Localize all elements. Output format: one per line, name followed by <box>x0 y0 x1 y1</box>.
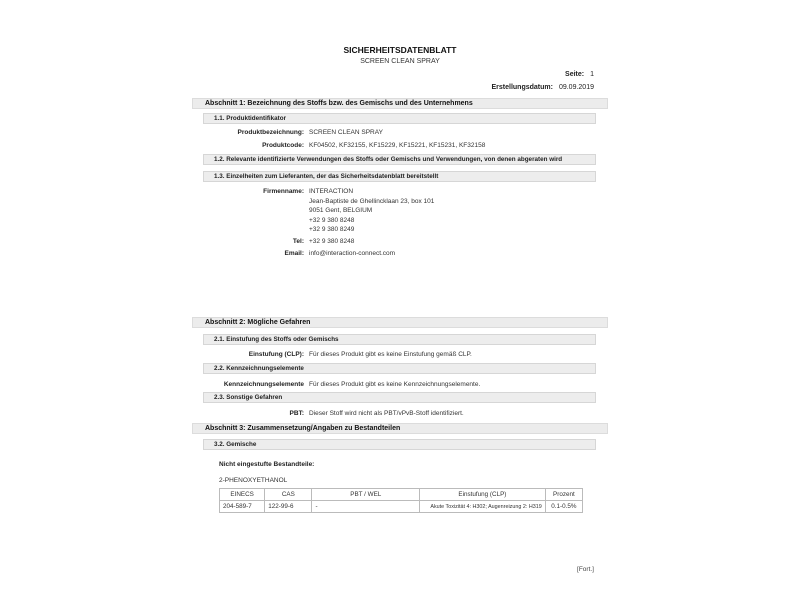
table-row <box>220 501 583 513</box>
cell-cas: 122-99-6 <box>265 501 312 513</box>
pbt-label: PBT: <box>289 410 304 417</box>
col-einecs: EINECS <box>220 489 265 501</box>
label-elements-label: Kennzeichnungselemente <box>223 381 304 388</box>
product-subtitle: SCREEN CLEAN SPRAY <box>360 58 440 65</box>
section-3-header: Abschnitt 3: Zusammensetzung/Angaben zu Bestandteilen <box>192 423 608 434</box>
col-cas: CAS <box>265 489 312 501</box>
cell-clp: Akute Toxizität 4: H302; Augenreizung 2: H319 <box>420 501 546 513</box>
page-value: 1 <box>590 71 594 78</box>
cell-einecs: 204-589-7 <box>220 501 265 513</box>
company-label: Firmenname: <box>263 188 304 195</box>
company-name: INTERACTION <box>309 188 354 195</box>
col-clp: Einstufung (CLP) <box>420 489 546 501</box>
date-label: Erstellungsdatum: <box>491 84 553 91</box>
tel-label: Tel: <box>292 238 304 245</box>
non-classified-label: Nicht eingestufte Bestandteile: <box>219 461 315 468</box>
creation-date <box>492 84 595 91</box>
subsection-1-3-header: 1.3. Einzelheiten zum Lieferanten, der das Sicherheitsdatenblatt bereitstellt <box>203 171 596 182</box>
col-percent: Prozent <box>545 489 582 501</box>
continued-marker: [Fort.] <box>577 566 594 573</box>
section-2-header: Abschnitt 2: Mögliche Gefahren <box>192 317 608 328</box>
label-elements-value: Für dieses Produkt gibt es keine Kennzeichnungselemente. <box>309 381 481 388</box>
pbt-value: Dieser Stoff wird nicht als PBT/vPvB-Stoff identifiziert. <box>309 410 464 417</box>
subsection-2-3-header: 2.3. Sonstige Gefahren <box>203 392 596 403</box>
subsection-3-2-header: 3.2. Gemische <box>203 439 596 450</box>
page-number <box>565 71 594 78</box>
company-phone-1: +32 9 380 8248 <box>309 216 355 224</box>
tel-value: +32 9 380 8248 <box>309 238 355 245</box>
product-name-value: SCREEN CLEAN SPRAY <box>309 129 383 136</box>
email-link[interactable]: info@interaction-connect.com <box>309 250 396 257</box>
email-label: Email: <box>284 250 304 257</box>
col-pbt-wel: PBT / WEL <box>312 489 420 501</box>
company-phone-2: +32 9 380 8249 <box>309 226 355 234</box>
table-header-row <box>220 489 583 501</box>
product-code-label: Produktcode: <box>262 142 304 149</box>
product-code-value: KF04502, KF32155, KF15229, KF15221, KF15231, KF32158 <box>309 142 486 149</box>
section-1-header: Abschnitt 1: Bezeichnung des Stoffs bzw. des Gemischs und des Unternehmens <box>192 98 608 109</box>
document-title: SICHERHEITSDATENBLATT <box>343 45 457 55</box>
company-address <box>309 187 434 235</box>
subsection-1-2-header: 1.2. Relevante identifizierte Verwendungen des Stoffs oder Gemischs und Verwendungen, von denen abgeraten wird <box>203 154 596 165</box>
clp-classification-value: Für dieses Produkt gibt es keine Einstufung gemäß CLP. <box>309 351 472 358</box>
cell-percent: 0.1-0.5% <box>545 501 582 513</box>
product-name-label: Produktbezeichnung: <box>237 129 304 136</box>
subsection-2-2-header: 2.2. Kennzeichnungselemente <box>203 363 596 374</box>
page-label: Seite: <box>565 71 585 78</box>
clp-classification-label: Einstufung (CLP): <box>248 351 304 358</box>
date-value: 09.09.2019 <box>558 84 594 91</box>
company-city: 9051 Gent, BELGIUM <box>309 207 373 215</box>
cell-pbt-wel: - <box>312 501 420 513</box>
subsection-1-1-header: 1.1. Produktidentifikator <box>203 113 596 124</box>
company-street: Jean-Baptiste de Ghellincklaan 23, box 101 <box>309 197 435 205</box>
composition-table <box>219 488 583 513</box>
substance-name: 2-PHENOXYETHANOL <box>219 477 288 484</box>
subsection-2-1-header: 2.1. Einstufung des Stoffs oder Gemischs <box>203 334 596 345</box>
